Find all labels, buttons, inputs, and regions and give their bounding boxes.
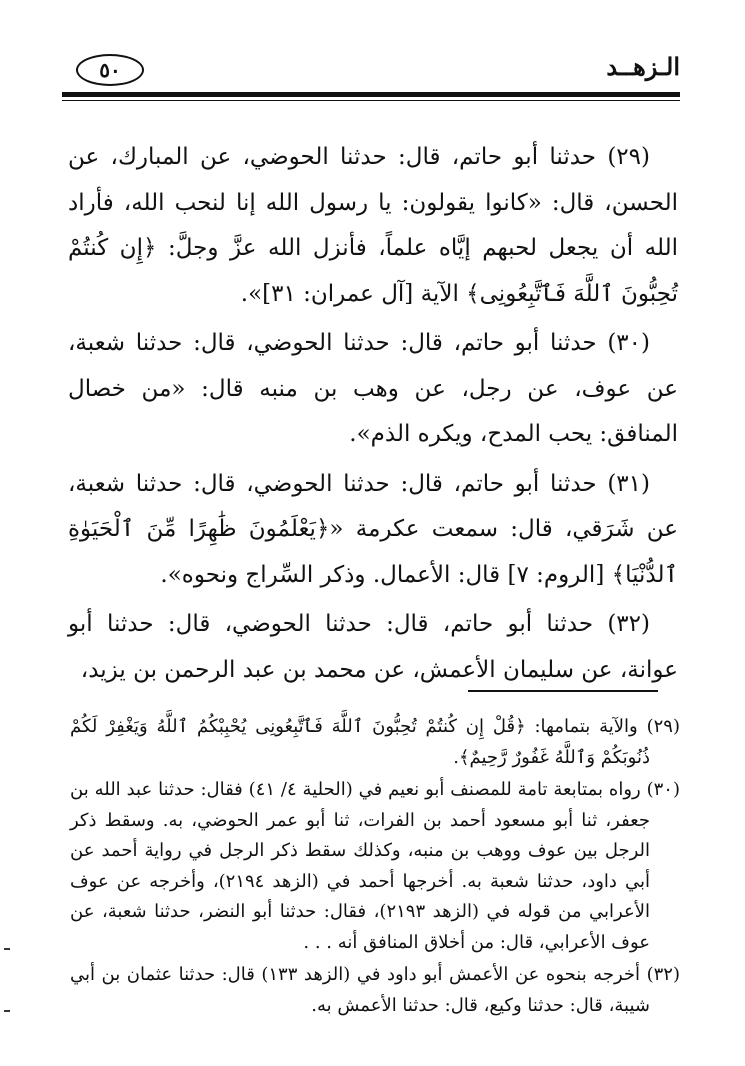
hadith-29: (٢٩) حدثنا أبو حاتم، قال: حدثنا الحوضي، عن المبارك، عن الحسن، قال: «كانوا يقولون: يا رسول الله إنا لنحب الله، فأراد الله أن يجعل لحبهم إيَّاه علماً، فأنزل الله عزَّ وجلَّ: ﴿إِن كُنتُمْ تُحِبُّونَ ٱللَّهَ فَٱتَّبِعُونِى﴾ الآية [آل عمران: ٣١]». xyxy=(68,144,678,307)
footnote-separator xyxy=(468,690,658,692)
main-text xyxy=(68,135,678,697)
page-header xyxy=(62,50,680,90)
page-number: ٥٠ xyxy=(76,54,144,86)
header-rule-thick xyxy=(62,92,680,97)
running-title: الـزهــد xyxy=(606,52,680,81)
footnote-32: (٣٢) أخرجه بنحوه عن الأعمش أبو داود في (الزهد ١٣٣) قال: حدثنا عثمان بن أبي شيبة، قال: حدثنا وكيع، قال: حدثنا الأعمش به. xyxy=(70,964,680,1016)
hadith-30: (٣٠) حدثنا أبو حاتم، قال: حدثنا الحوضي، قال: حدثنا شعبة، عن عوف، عن رجل، عن وهب بن منبه قال: «من خصال المنافق: يحب المدح، ويكره الذم». xyxy=(68,330,678,447)
footnote-29: (٢٩) والآية بتمامها: ﴿قُلْ إِن كُنتُمْ تُحِبُّونَ ٱللَّهَ فَٱتَّبِعُونِى يُحْبِبْكُمُ ٱللَّهُ وَيَغْفِرْ لَكُمْ ذُنُوبَكُمْ وَٱللَّهُ غَفُورٌ رَّحِيمٌ﴾. xyxy=(70,716,680,768)
hadith-32: (٣٢) حدثنا أبو حاتم، قال: حدثنا الحوضي، قال: حدثنا أبو عوانة، عن سليمان الأعمش، عن محمد بن عبد الرحمن بن يزيد، xyxy=(68,611,678,683)
scan-edge-mark xyxy=(4,1010,10,1012)
header-rule-thin xyxy=(62,100,680,101)
footnotes xyxy=(70,712,680,1023)
scan-edge-mark xyxy=(4,948,10,950)
hadith-31: (٣١) حدثنا أبو حاتم، قال: حدثنا الحوضي، قال: حدثنا شعبة، عن شَرَقي، قال: سمعت عكرمة «﴿يَعْلَمُونَ ظَٰهِرًا مِّنَ ٱلْحَيَوٰةِ ٱلدُّنْيَا﴾ [الروم: ٧] قال: الأعمال. وذكر السِّراج ونحوه». xyxy=(68,470,678,588)
footnote-30: (٣٠) رواه بمتابعة تامة للمصنف أبو نعيم في (الحلية ٤/ ٤١) فقال: حدثنا عبد الله بن جعفر، ثنا أبو مسعود أحمد بن الفرات، ثنا أبو عمر الحوضي، به. وسقط ذكر الرجل بين عوف ووهب بن منبه، وكذلك سقط ذكر الرجل في رواية أحمد عن أبي داود، حدثنا شعبة به. أخرجها أحمد في (الزهد ٢١٩٤)، وأخرجه عن عوف الأعرابي من قوله في (الزهد ٢١٩٣)، فقال: حدثنا أبو النضر، حدثنا شعبة، عن عوف الأعرابي، قال: من أخلاق المنافق أنه . . . xyxy=(70,779,680,953)
